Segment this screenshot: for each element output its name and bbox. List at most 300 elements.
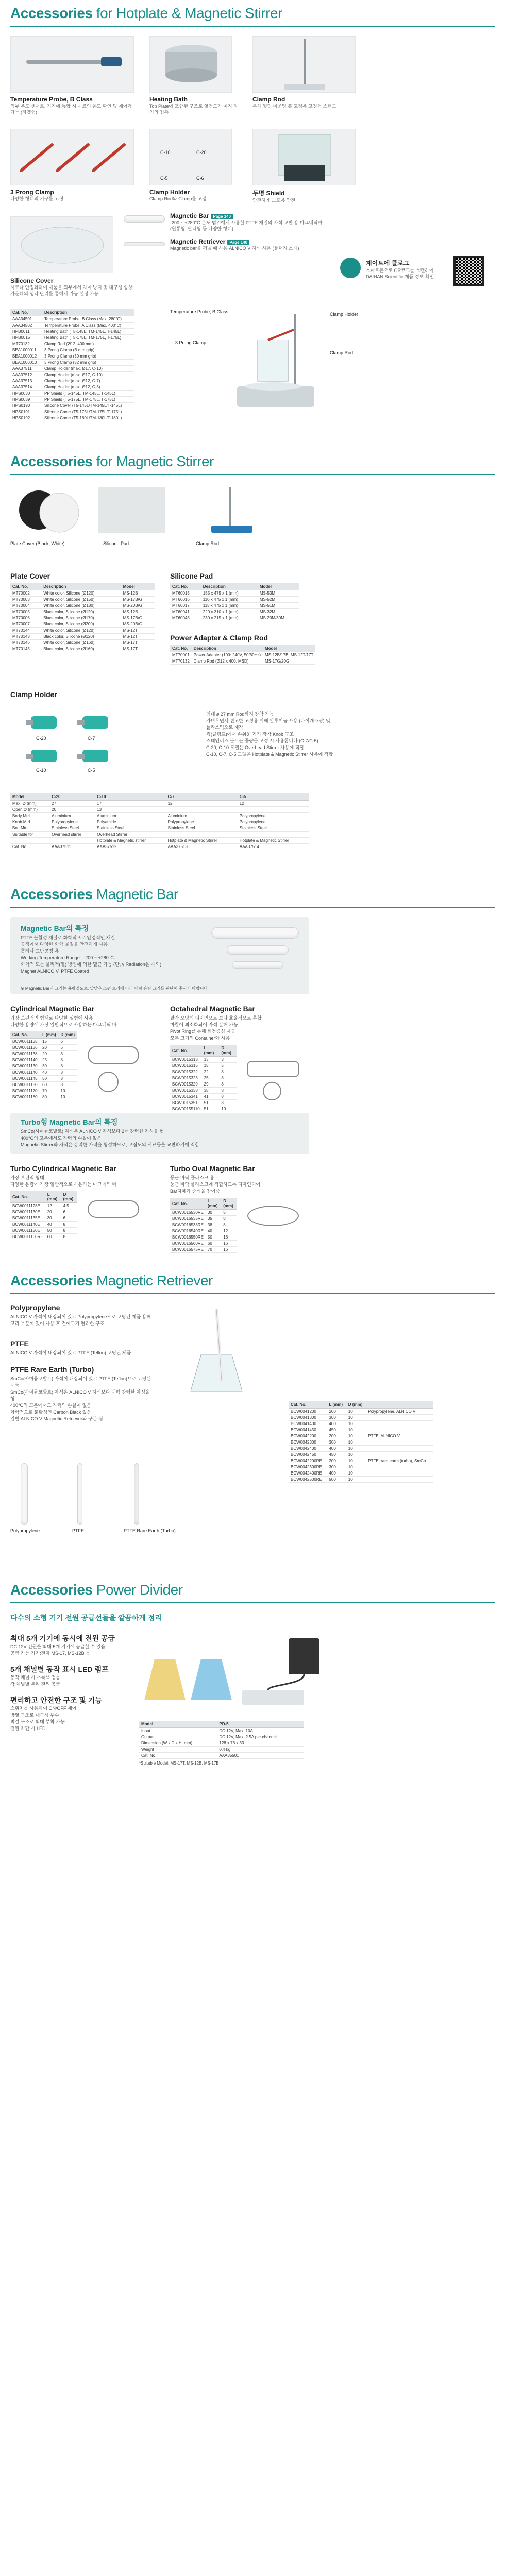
table-cell [238,832,309,838]
table-row [170,1063,237,1069]
table-cell: PP Shield (T5-145L, TM-145L, T-145L) [42,391,134,397]
magnetic-retriever-ref-desc: Magnetic bar을 꺼낼 때 사용 ALNICO V 자석 사용 (플랜지 소재) [170,246,299,251]
desc-line: 다양한 용량에 가장 일반적으로 사용하는 마그네틱 바 [10,1022,117,1027]
table-cell: 6 [59,1039,78,1045]
magnetic-bar-image [211,927,299,939]
retriever-table [289,1401,433,1483]
table-cell: MS-12T [121,634,155,640]
table-row [10,634,155,640]
table-cell: 8 [219,1075,237,1081]
table-row [10,628,155,634]
table-cell: BCW0041450 [289,1427,327,1433]
table-cell: BCW0011180 [10,1094,40,1100]
col-model: Model [121,583,155,590]
magnetic-bar-thumb [124,215,165,223]
table-cell: 5 [221,1210,237,1216]
clamp-holder-note: 최대 ø 27 mm Rod까지 장착 가능 [206,711,274,717]
table-cell: BCW0011170 [10,1088,40,1094]
table-row [289,1433,433,1439]
table-cell: 3 Prong Clamp (30 mm grip) [42,353,134,360]
clamp-holder-label-c5: C-5 [88,768,95,773]
table-row [289,1439,433,1446]
table-cell: AAA35501 [217,1753,304,1759]
pd-feature2-title: 5개 채널별 동작 표시 LED 램프 [10,1665,109,1673]
table-cell: Stainless Steel [49,825,95,832]
table-cell: BCW0042200 [289,1433,327,1439]
turbo-oval-desc [170,1175,325,1195]
section1-title [10,5,282,22]
table-cell: 200 [327,1458,346,1464]
desc-line: 모든 크기의 Container와 사용 [170,1036,230,1041]
pd-feature3-title: 편리하고 안전한 구조 및 기능 [10,1696,102,1704]
table-cell: Hotplate & Magnetic Stirrer [238,838,309,844]
table-cell: 50 [45,1228,61,1234]
table-cell: BCW0016575RE [170,1247,206,1253]
table-cell: 8 [219,1094,237,1100]
cylindrical-bar-drawing [88,1046,139,1064]
col-diameter: D (mm) [219,1045,237,1057]
table-cell: BCW0011150E [10,1228,45,1234]
table-cell: Clamp Holder (max. Ø12, C-5) [42,384,134,391]
section5-title-accent: Accessories [10,1582,93,1598]
table-cell: 10 [346,1458,366,1464]
feature-item: Magnet ALNICO V, PTFE Coated [21,969,89,974]
table-cell: MT60015 [170,590,201,597]
table-cell: MS-20B/G [121,621,155,628]
table-row [289,1477,433,1483]
table-row [289,1427,433,1433]
table-cell: 12 [221,1228,237,1234]
table-row [170,1222,237,1228]
section5-divider [10,1602,495,1603]
cylindrical-bar-title: Cylindrical Magnetic Bar [10,1005,95,1013]
table-cell: 155 x 475 x 1 (mm) [201,590,258,597]
cylindrical-bar-table [10,1031,77,1100]
table-cell: MS-12B [121,590,155,597]
table-cell: 128 x 78 x 33 [217,1740,304,1747]
col-cat-no: Cat. No. [10,583,41,590]
clamp-rod-name: Clamp Rod [252,96,285,103]
table-cell: AAA37514 [10,384,42,391]
pd-feature3-desc [10,1705,129,1732]
power-divider-tagline: 다수의 소형 기기 전원 공급선들을 깔끔하게 정리 [10,1614,162,1622]
col-length: L (mm) [206,1198,221,1210]
table-row [170,1075,237,1081]
table-cell: Cat. No. [139,1753,217,1759]
table-cell: MT70007 [10,621,41,628]
magnetic-retriever-ref-label: Magnetic Retriever [170,238,226,245]
table-row [10,640,155,646]
rare-earth-retriever-desc [10,1376,155,1422]
table-cell: 60 [45,1234,61,1240]
magnetic-bar-image [227,945,289,955]
desc-line: SmCo(사마륨코발트) 자석이 내장되어 있고 PTFE (Teflon)으로 코팅된 제품 [10,1376,151,1388]
app-icon [340,258,361,278]
table-cell: MS-12B [121,609,155,615]
table-cell [366,1446,433,1452]
pp-retriever-label: Polypropylene [10,1528,40,1533]
table-cell: 30 [206,1210,221,1216]
table-cell: BCW0011140E [10,1222,45,1228]
table-cell: 10 [346,1433,366,1439]
table-cell: 10 [346,1427,366,1433]
table-cell: BCW0011130 [10,1063,40,1070]
magnetic-bar-ref-desc: -200 ~ +280°C 온도 범위에서 사용할 PTFE 재질의 자석 교반 용 마그네틱바 (원통형, 팔각형 등 다양한 형태) [170,220,323,231]
table-cell: BCW0042300RE [289,1464,327,1470]
magnetic-bar-ref-label: Magnetic Bar [170,212,209,219]
col-model: Model [139,1721,217,1728]
app-caption [366,259,438,280]
octahedral-bar-end-drawing [263,1082,281,1100]
col-cat-no: Cat. No. [10,1191,45,1203]
section2-divider [10,474,495,475]
table-cell: Stainless Steel [166,825,238,832]
plate-cover-title: Plate Cover [10,572,50,580]
table-row [10,807,309,813]
table-cell: MS-17G/20G [263,658,315,665]
table-row [10,384,134,391]
table-row [10,801,309,807]
table-header-row [10,309,134,316]
table-cell: Input [139,1728,217,1734]
table-cell [366,1415,433,1421]
table-cell: BCW0016540RE [170,1228,206,1234]
table-row [170,1210,237,1216]
three-prong-desc: 다양한 형태의 기구를 고정 [10,196,64,201]
table-cell: 29 [202,1081,220,1088]
table-cell: AAA37513 [166,844,238,850]
table-cell: 500 [327,1477,346,1483]
table-cell: 22 [202,1069,220,1075]
table-cell: Black color, Silicone (Ø120) [41,634,121,640]
table-cell: Clamp Holder (max. Ø17, C-10) [42,372,134,378]
three-prong-caption [10,189,134,202]
table-cell: Heating Bath (T5-175L, TM-175L, T-175L) [42,335,134,341]
diagram-probe-label: Temperature Probe, B Class [170,309,229,314]
table-cell: 8 [221,1216,237,1222]
table-row [10,1228,77,1234]
magnetic-bar-image [232,961,283,969]
silicone-cover-desc: 시료나 안정화하여 제품을 외부에서 차이 방지 및 내구성 향상 [10,285,133,290]
table-cell: Output [139,1734,217,1740]
col-model: Model [263,645,315,652]
clamp-holder-note: C-20, C-10 모델은 Overhead Stirrer 사용에 적합 [206,745,305,750]
table-row [10,597,155,603]
table-cell: Aluminium [49,813,95,819]
table-cell: AAA37514 [238,844,309,850]
silicone-cover-caption [10,277,134,297]
table-cell: Heating Bath (T5-145L, TM-145L, T-145L) [42,329,134,335]
col-model: Model [258,583,299,590]
table-cell: BCW0011128E [10,1203,45,1209]
table-row [170,1081,237,1088]
table-header-row [139,1721,304,1728]
table-cell: BCW0015338 [170,1088,202,1094]
table-cell: 16 [221,1241,237,1247]
table-row [170,658,315,665]
table-cell: 50 [40,1076,58,1082]
table-cell: AAA34501 [10,316,42,323]
adapter-table [170,645,315,665]
col-pd5: PD-5 [217,1721,304,1728]
table-cell: MT70003 [10,597,41,603]
table-cell: 10 [346,1439,366,1446]
feature-item: Magnetic Stirrer와 자석은 강력한 자력을 형성하므로, 고점도의 시료들을 교반하기에 적합 [21,1142,199,1147]
clamp-holder-photo [149,129,232,185]
magnetic-bar-features [21,935,196,975]
table-row [10,1234,77,1240]
table-cell: Knob Mtrl. [10,819,49,825]
table-row [170,1228,237,1234]
turbo-cylindrical-table [10,1191,77,1240]
turbo-features [21,1128,299,1148]
table-cell: Polypropylene [238,819,309,825]
table-row [10,409,134,415]
table-cell: BCW0011130E [10,1209,45,1215]
table-cell: AAA37512 [95,844,165,850]
desc-line: 400°C의 고온에서도 자력의 손실이 없음 [10,1403,91,1408]
turbo-oval-title: Turbo Oval Magnetic Bar [170,1164,255,1173]
table-cell [366,1427,433,1433]
table-cell [366,1464,433,1470]
table-cell: MT60041 [170,609,201,615]
desc-line: 방열 구조로 내구성 우수 [10,1713,59,1718]
table-row [10,1082,77,1088]
table-cell: MT70144 [10,628,41,634]
table-row [10,1203,77,1209]
section2-title [10,453,214,470]
table-header-row [289,1401,433,1409]
table-cell: 8 [221,1222,237,1228]
section3-title-accent: Accessories [10,886,93,902]
table-cell: Black color, Silicone (Ø200) [41,621,121,628]
octahedral-bar-desc [170,1015,325,1042]
table-cell: Overhead stirrer [49,832,95,838]
table-header-row [170,1045,237,1057]
table-cell: 10 [59,1094,78,1100]
col-cat-no: Cat. No. [10,1031,40,1039]
section1-table [10,309,134,421]
table-cell: Bolt Mtrl. [10,825,49,832]
table-row [10,378,134,384]
table-cell: 38 [206,1222,221,1228]
table-row [10,844,309,850]
table-cell: 8 [219,1069,237,1075]
table-cell: 450 [327,1427,346,1433]
col-cat-no: Cat. No. [170,645,192,652]
table-cell: 70 [206,1247,221,1253]
table-cell: MS-17T [121,640,155,646]
clamp-holder-label-c20: C-20 [36,736,46,741]
magnetic-bar-feature-title: Magnetic Bar의 특징 [21,924,89,933]
section1-title-accent: Accessories [10,5,93,21]
table-cell: Polypropylene, ALNICO V [366,1409,433,1415]
feature-item: 공정에서 다양한 화학 물질을 안전하게 사용 [21,942,108,947]
table-row [10,838,309,844]
table-row [139,1728,304,1734]
table-row [170,1094,237,1100]
table-cell: BCW0041200 [289,1409,327,1415]
magnetic-retriever-ref [170,238,325,251]
table-row [10,832,309,838]
table-cell: MS-51M [258,603,299,609]
table-cell: White color, Silicone (Ø160) [41,640,121,646]
table-row [170,652,315,658]
table-cell: 30 [40,1063,58,1070]
table-cell: 200 [327,1433,346,1439]
plate-cover-photo [10,484,88,536]
section4-title-rest: Magnetic Retriever [92,1273,213,1289]
table-row [10,621,155,628]
table-cell: 110 x 475 x 1 (mm) [201,597,258,603]
table-cell: AAA37512 [10,372,42,378]
table-cell: BCW0011140 [10,1070,40,1076]
section4-divider [10,1293,495,1294]
table-cell: 8 [219,1100,237,1106]
feature-item: 400°C의 고온에서도 자력의 손실이 없음 [21,1136,102,1141]
table-cell: 6 [59,1045,78,1051]
table-cell: Aluminium [166,813,238,819]
cylindrical-bar-desc [10,1015,155,1028]
table-cell: 300 [327,1464,346,1470]
table-cell: 30 [45,1215,61,1222]
table-cell: 6 [61,1209,77,1215]
section5-title-rest: Power Divider [92,1582,183,1598]
col-description: Description [192,645,263,652]
col-description: Description [42,309,134,316]
table-cell [49,838,95,844]
clamp-holder-set-photo [21,706,129,778]
table-row [170,1088,237,1094]
table-row [170,615,299,621]
table-cell [366,1439,433,1446]
table-cell: BCW0015322 [170,1069,202,1075]
table-cell: MT70143 [10,634,41,640]
table-cell: Stainless Steel [95,825,165,832]
table-cell: MS-53M [258,590,299,597]
table-row [289,1421,433,1427]
table-cell: Max. Ø (mm) [10,801,49,807]
table-cell: 12 [238,801,309,807]
table-row [10,341,134,347]
table-cell: MS-32M [258,609,299,615]
table-cell: BCW0011160RE [10,1234,45,1240]
table-cell: 8 [59,1057,78,1063]
octahedral-bar-title: Octahedral Magnetic Bar [170,1005,255,1013]
table-cell: MT60045 [170,615,201,621]
table-row [10,397,134,403]
table-cell: Clamp Rod (Ø12, 400 mm) [42,341,134,347]
table-cell: 60 [206,1241,221,1247]
col-diameter: D (mm) [221,1198,237,1210]
feature-item: PTFE 불활성 재질로 화학적으로 안정적인 재질 [21,935,115,940]
table-cell: 4.5 [61,1203,77,1209]
table-row [10,415,134,421]
clamp-holder-label-c10: C-10 [36,768,46,773]
ptfe-retriever-label: PTFE [72,1528,85,1533]
table-cell: 25 [40,1057,58,1063]
table-cell: Polypropylene [166,819,238,825]
clamp-rod-desc: 본체 뒷면 마운팅 홀 고정용 고정형 스탠드 [252,104,336,109]
desc-line: 일반 ALNICO V Magnetic Retriever와 구분 됨 [10,1416,103,1421]
section2-title-accent: Accessories [10,453,93,469]
table-row [170,590,299,597]
table-cell: 8 [61,1228,77,1234]
table-row [10,316,134,323]
table-row [10,819,309,825]
col-cat-no: Cat. No. [170,583,201,590]
heating-bath-desc: Top Plate에 포함된 구조로 열전도가 미지 타입의 접촉 [149,104,238,115]
table-cell: 51 [202,1100,220,1106]
table-cell: 400 [327,1446,346,1452]
table-row [289,1446,433,1452]
table-cell: BEA1000012 [10,353,42,360]
turbo-cylindrical-title: Turbo Cylindrical Magnetic Bar [10,1164,116,1173]
table-cell: 20 [49,807,95,813]
col-cat-no: Cat. No. [10,309,42,316]
col-type [366,1401,433,1409]
table-cell: Suitable for [10,832,49,838]
table-row [289,1470,433,1477]
table-row [10,1039,77,1045]
table-cell: 8 [59,1063,78,1070]
table-cell: Clamp Rod (Ø12 x 400, MSD) [192,658,263,665]
table-cell: 35 [206,1216,221,1222]
table-cell: BCW0015351 [170,1100,202,1106]
power-divider-note: *Suitable Model: MS-17T, MS-12B, MS-17B [139,1761,219,1766]
table-cell: 3 Prong Clamp (32 mm grip) [42,360,134,366]
table-cell: MT70145 [10,646,41,652]
table-cell: 115 x 475 x 1 (mm) [201,603,258,609]
table-cell: MT70005 [10,609,41,615]
table-cell [166,807,238,813]
desc-line: DC 12V 전원을 최대 5개 기기에 공급할 수 있음 [10,1644,106,1649]
table-cell: 40 [45,1222,61,1228]
table-cell: Stainless Steel [238,825,309,832]
clamp-holder-name: Clamp Holder [149,189,190,196]
three-prong-clamp-photo [10,129,134,185]
table-cell: 70 [40,1088,58,1094]
table-row [170,1241,237,1247]
table-cell: HPB0011 [10,329,42,335]
table-cell: White color, Silicone (Ø180) [41,603,121,609]
table-row [10,590,155,597]
octahedral-bar-table [170,1045,237,1118]
table-row [289,1464,433,1470]
table-cell: 16 [221,1247,237,1253]
table-cell: BCW0042400RE [289,1470,327,1477]
table-cell: 6 [61,1215,77,1222]
table-cell: White color, Silicone (Ø120) [41,590,121,597]
table-cell: 25 [202,1075,220,1081]
clamp-label-c20: C-20 [196,150,207,155]
section2-clamp-rod-photo [196,484,268,536]
clamp-holder-note: 플라스틱으로 제작 [206,725,244,730]
desc-line: 가장 보편적 형태 [10,1175,44,1180]
table-cell: 8 [59,1076,78,1082]
table-cell: 16 [221,1234,237,1241]
clamp-label-c10: C-10 [160,150,171,155]
table-cell: MT70004 [10,603,41,609]
table-cell: Cat. No. [10,844,49,850]
plate-cover-photo-label: Plate Cover (Black, White) [10,541,65,546]
table-cell: 15 [40,1039,58,1045]
table-cell: 60 [40,1082,58,1088]
clamp-holder-notes [206,711,371,758]
clamp-label-c6: C-6 [196,176,204,181]
table-cell [366,1470,433,1477]
table-cell: BCW0011136 [10,1045,40,1051]
